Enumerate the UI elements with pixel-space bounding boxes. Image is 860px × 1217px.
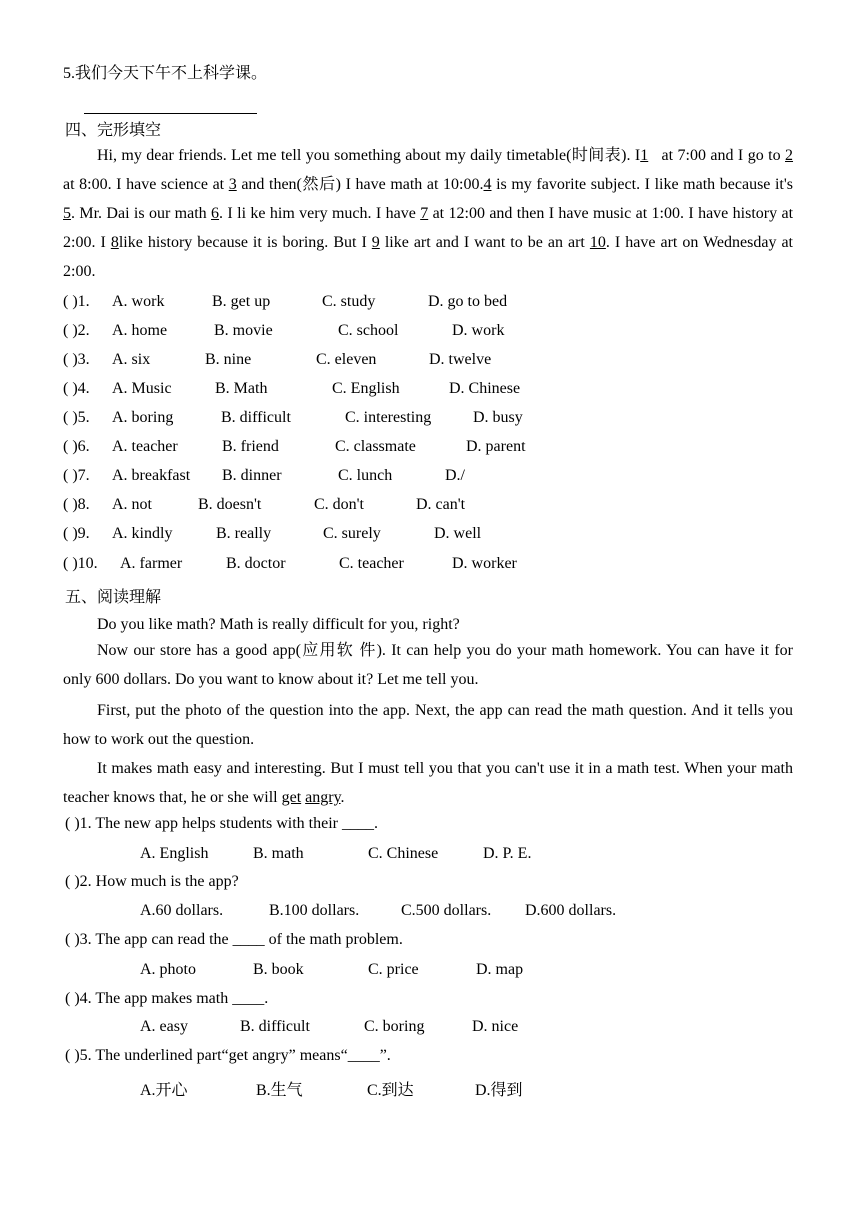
cloze-q4-num: ( )4. — [63, 380, 90, 397]
reading-q3-d: D. map — [476, 961, 524, 978]
cloze-q9-d: D. well — [434, 525, 482, 542]
underlined-get: get — [281, 789, 302, 806]
cloze-q5-b: B. difficult — [221, 409, 291, 426]
cloze-q10-num: ( )10. — [63, 555, 98, 572]
cloze-q8-a: A. not — [112, 496, 152, 513]
cloze-heading: 四、完形填空 — [65, 122, 162, 139]
blank-10: 10 — [589, 234, 606, 251]
cloze-q2-a: A. home — [112, 322, 168, 339]
reading-q1-b: B. math — [253, 845, 304, 862]
reading-paragraph-1: Do you like math? Math is really difficult for you, right? — [97, 616, 460, 633]
blank-4: 4 — [483, 176, 492, 193]
cloze-q6-b: B. friend — [222, 438, 279, 455]
reading-q2-d: D.600 dollars. — [525, 902, 617, 919]
cloze-q5-c: C. interesting — [345, 409, 432, 426]
reading-q2-c: C.500 dollars. — [401, 902, 492, 919]
reading-q3-a: A. photo — [140, 961, 196, 978]
blank-6: 6 — [211, 205, 220, 222]
reading-q4-d: D. nice — [472, 1018, 519, 1035]
reading-q5-stem: ( )5. The underlined part“get angry” means“____”. — [65, 1047, 391, 1064]
cloze-q5-d: D. busy — [473, 409, 523, 426]
cloze-q7-c: C. lunch — [338, 467, 393, 484]
blank-7: 7 — [420, 205, 429, 222]
cloze-q9-a: A. kindly — [112, 525, 173, 542]
underlined-angry: angry — [305, 789, 341, 806]
cloze-q3-d: D. twelve — [429, 351, 492, 368]
cloze-q5-num: ( )5. — [63, 409, 90, 426]
cloze-q6-c: C. classmate — [335, 438, 416, 455]
reading-q1-stem: ( )1. The new app helps students with their ____. — [65, 815, 378, 832]
translation-question-5: 5.我们今天下午不上科学课。 — [63, 65, 268, 82]
cloze-q3-c: C. eleven — [316, 351, 377, 368]
reading-q2-a: A.60 dollars. — [140, 902, 224, 919]
cloze-q2-c: C. school — [338, 322, 399, 339]
cloze-q1-d: D. go to bed — [428, 293, 508, 310]
cloze-q9-c: C. surely — [323, 525, 381, 542]
cloze-q3-b: B. nine — [205, 351, 252, 368]
cloze-q10-d: D. worker — [452, 555, 517, 572]
reading-paragraph-3: First, put the photo of the question into the app. Next, the app can read the math question. And it tells you how to work out the question. — [63, 702, 793, 748]
reading-q4-a: A. easy — [140, 1018, 188, 1035]
cloze-q7-a: A. breakfast — [112, 467, 191, 484]
cloze-q10-a: A. farmer — [120, 555, 183, 572]
reading-paragraph-2: Now our store has a good app(应用软 件). It can help you do your math homework. You can have it for only 600 dollars. Do you want to know about it? Let me tell you. — [63, 642, 793, 688]
cloze-q7-b: B. dinner — [222, 467, 282, 484]
blank-3: 3 — [228, 176, 237, 193]
reading-paragraph-4: It makes math easy and interesting. But I must tell you that you can't use it in a math test. When your math teacher knows that, he or she will get angry. — [63, 760, 793, 806]
cloze-passage: Hi, my dear friends. Let me tell you something about my daily timetable(时间表). I1 at 7:00 and I go to 2 at 8:00. I have science at 3 and then(然后) I have math at 10:00.4 is my favorite subject. I like math because it's 5. Mr. Dai is our math 6. I li ke him very much. I have 7 at 12:00 and then I have music at 1:00. I have history at 2:00. I 8like history because it is boring. But I 9 like art and I want to be an art 10. I have art on Wednesday at 2:00. — [63, 147, 794, 280]
cloze-q10-b: B. doctor — [226, 555, 286, 572]
cloze-q8-num: ( )8. — [63, 496, 90, 513]
cloze-q4-c: C. English — [332, 380, 400, 397]
blank-5: 5 — [63, 205, 71, 222]
cloze-q7-num: ( )7. — [63, 467, 90, 484]
cloze-q9-b: B. really — [216, 525, 272, 542]
reading-q1-d: D. P. E. — [483, 845, 532, 862]
cloze-q8-c: C. don't — [314, 496, 364, 513]
reading-q2-stem: ( )2. How much is the app? — [65, 873, 239, 890]
cloze-q6-d: D. parent — [466, 438, 526, 455]
blank-2: 2 — [785, 147, 794, 164]
cloze-q5-a: A. boring — [112, 409, 174, 426]
reading-q4-b: B. difficult — [240, 1018, 310, 1035]
cloze-q1-a: A. work — [112, 293, 165, 310]
reading-q5-c: C.到达 — [367, 1082, 414, 1099]
cloze-q9-num: ( )9. — [63, 525, 90, 542]
reading-q5-d: D.得到 — [475, 1082, 523, 1099]
cloze-q4-b: B. Math — [215, 380, 268, 397]
reading-heading: 五、阅读理解 — [65, 589, 162, 606]
cloze-q4-a: A. Music — [112, 380, 172, 397]
reading-q4-c: C. boring — [364, 1018, 425, 1035]
cloze-q7-d: D./ — [445, 467, 465, 484]
reading-q3-b: B. book — [253, 961, 304, 978]
cloze-q4-d: D. Chinese — [449, 380, 521, 397]
cloze-q6-a: A. teacher — [112, 438, 178, 455]
cloze-q2-d: D. work — [452, 322, 505, 339]
cloze-q1-c: C. study — [322, 293, 376, 310]
answer-line — [84, 113, 257, 114]
reading-q5-b: B.生气 — [256, 1082, 303, 1099]
cloze-q2-num: ( )2. — [63, 322, 90, 339]
blank-1: 1 — [640, 147, 649, 164]
reading-q2-b: B.100 dollars. — [269, 902, 360, 919]
reading-q5-a: A.开心 — [140, 1082, 188, 1099]
cloze-q8-b: B. doesn't — [198, 496, 262, 513]
cloze-q3-a: A. six — [112, 351, 151, 368]
cloze-q1-num: ( )1. — [63, 293, 90, 310]
cloze-q8-d: D. can't — [416, 496, 466, 513]
reading-q4-stem: ( )4. The app makes math ____. — [65, 990, 269, 1007]
reading-q1-c: C. Chinese — [368, 845, 439, 862]
cloze-q3-num: ( )3. — [63, 351, 90, 368]
blank-8: 8 — [110, 234, 119, 251]
blank-9: 9 — [371, 234, 380, 251]
cloze-q2-b: B. movie — [214, 322, 273, 339]
cloze-q10-c: C. teacher — [339, 555, 404, 572]
cloze-q6-num: ( )6. — [63, 438, 90, 455]
reading-q1-a: A. English — [140, 845, 209, 862]
cloze-q1-b: B. get up — [212, 293, 271, 310]
reading-q3-stem: ( )3. The app can read the ____ of the math problem. — [65, 931, 403, 948]
reading-q3-c: C. price — [368, 961, 419, 978]
